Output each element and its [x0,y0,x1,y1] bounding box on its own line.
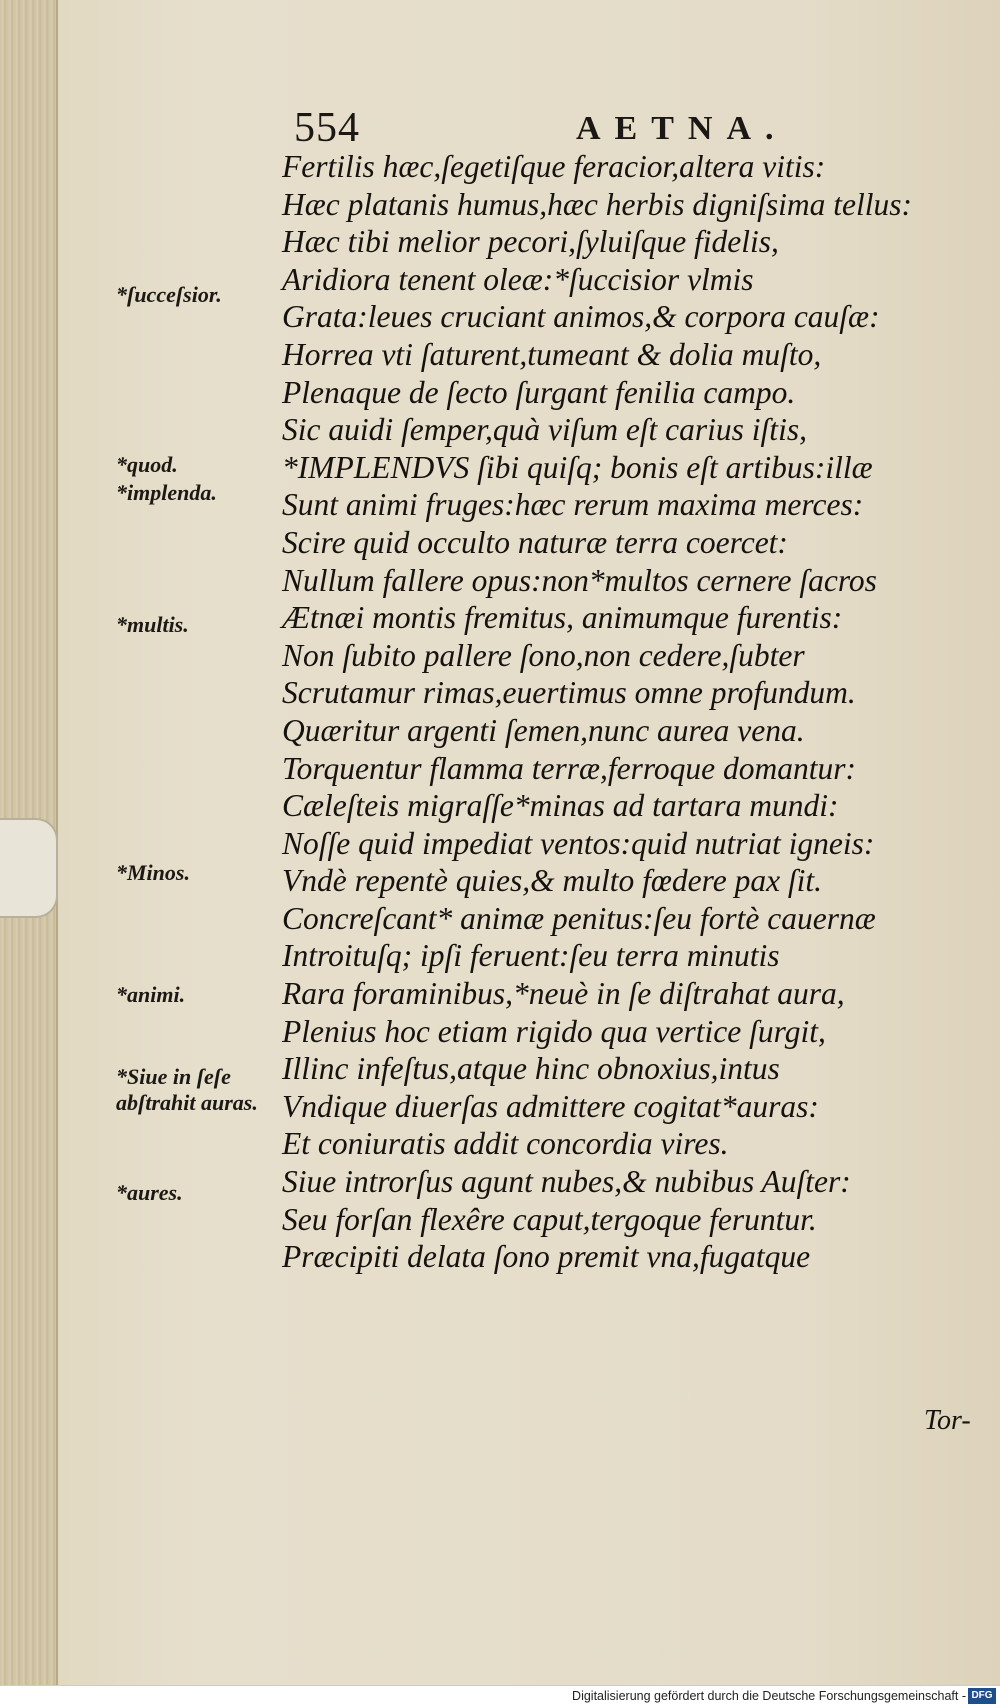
margin-note: *quod. [116,452,178,477]
running-title: AETNA. [576,110,788,147]
margin-note: *aures. [116,1180,183,1205]
book-page [56,0,1000,1685]
page-clip [0,818,58,918]
margin-note: *ſucceſsior. [116,282,222,307]
verse-line: Illinc infeſtus,atque hinc obnoxius,intus [282,1051,780,1087]
margin-note: *Minos. [116,860,190,885]
margin-note: *implenda. [116,480,217,505]
verse-line: Quæritur argenti ſemen,nunc aurea vena. [282,712,805,748]
verse-line: Sic auidi ſemper,quà viſum eſt carius iſtis, [282,412,807,448]
verse-line: Fertilis hæc,ſegetiſque feracior,altera vitis: [282,149,826,184]
verse-line: Scrutamur rimas,euertimus omne profundum. [282,675,856,711]
margin-note: *multis. [116,612,189,637]
verse-line: Scire quid occulto naturæ terra coercet: [282,524,788,560]
verse-line: Noſſe quid impediat ventos:quid nutriat igneis: [282,825,875,861]
verse-line: Siue introrſus agunt nubes,& nubibus Auſter: [282,1164,851,1200]
catchword: Tor- [924,1405,971,1436]
verse-line: Vndique diuerſas admittere cogitat*auras: [282,1088,819,1124]
digitization-footer [0,1685,1000,1707]
verse-line: Et coniuratis addit concordia vires. [282,1126,729,1162]
margin-note: *Siue in ſeſe abſtrahit auras. [116,1064,258,1115]
verse-line: Torquentur flamma terræ,ferroque domantur: [282,750,857,786]
verse-line: Vndè repentè quies,& multo fœdere pax ſit. [282,863,823,899]
page-header [56,104,1000,154]
verse-line: Non ſubito pallere ſono,non cedere,ſubter [282,637,805,673]
verse-line: Plenaque de ſecto ſurgant fenilia campo. [282,374,796,410]
verse-line: Ætnæi montis fremitus, animumque furentis: [282,600,843,636]
verse-line: Rara foraminibus,*neuè in ſe diſtrahat aura, [282,976,845,1012]
verse-line: Hæc platanis humus,hæc herbis digniſsima tellus: [282,186,912,222]
footer-credit: Digitalisierung gefördert durch die Deutsche Forschungsgemeinschaft - [572,1689,966,1703]
verse-line: *IMPLENDVS ſibi quiſq; bonis eſt artibus:illæ [282,449,873,485]
verse-line: Concreſcant* animæ penitus:ſeu fortè cauernæ [282,900,876,936]
verse-line: Introituſq; ipſi feruent:ſeu terra minutis [282,938,780,974]
verse-line: Cæleſteis migraſſe*minas ad tartara mundi: [282,788,839,824]
verse-line: Sunt animi fruges:hæc rerum maxima merces: [282,487,864,523]
verse-line: Aridiora tenent oleæ:*ſuccisior vlmis [282,261,754,297]
verse-line: Horrea vti ſaturent,tumeant & dolia muſto, [282,336,822,372]
verse-line: Grata:leues cruciant animos,& corpora cauſæ: [282,299,880,335]
page-number: 554 [294,105,360,151]
dfg-logo: DFG [968,1688,996,1704]
margin-note: *animi. [116,982,186,1007]
verse-line: Nullum fallere opus:non*multos cernere ſacros [282,562,877,598]
verse-text [282,148,998,1276]
verse-line: Præcipiti delata ſono premit vna,fugatque [282,1239,811,1275]
verse-line: Seu forſan flexêre caput,tergoque feruntur. [282,1201,817,1237]
verse-line: Hæc tibi melior pecori,ſyluiſque fidelis, [282,224,779,260]
verse-line: Plenius hoc etiam rigido qua vertice ſurgit, [282,1013,826,1049]
